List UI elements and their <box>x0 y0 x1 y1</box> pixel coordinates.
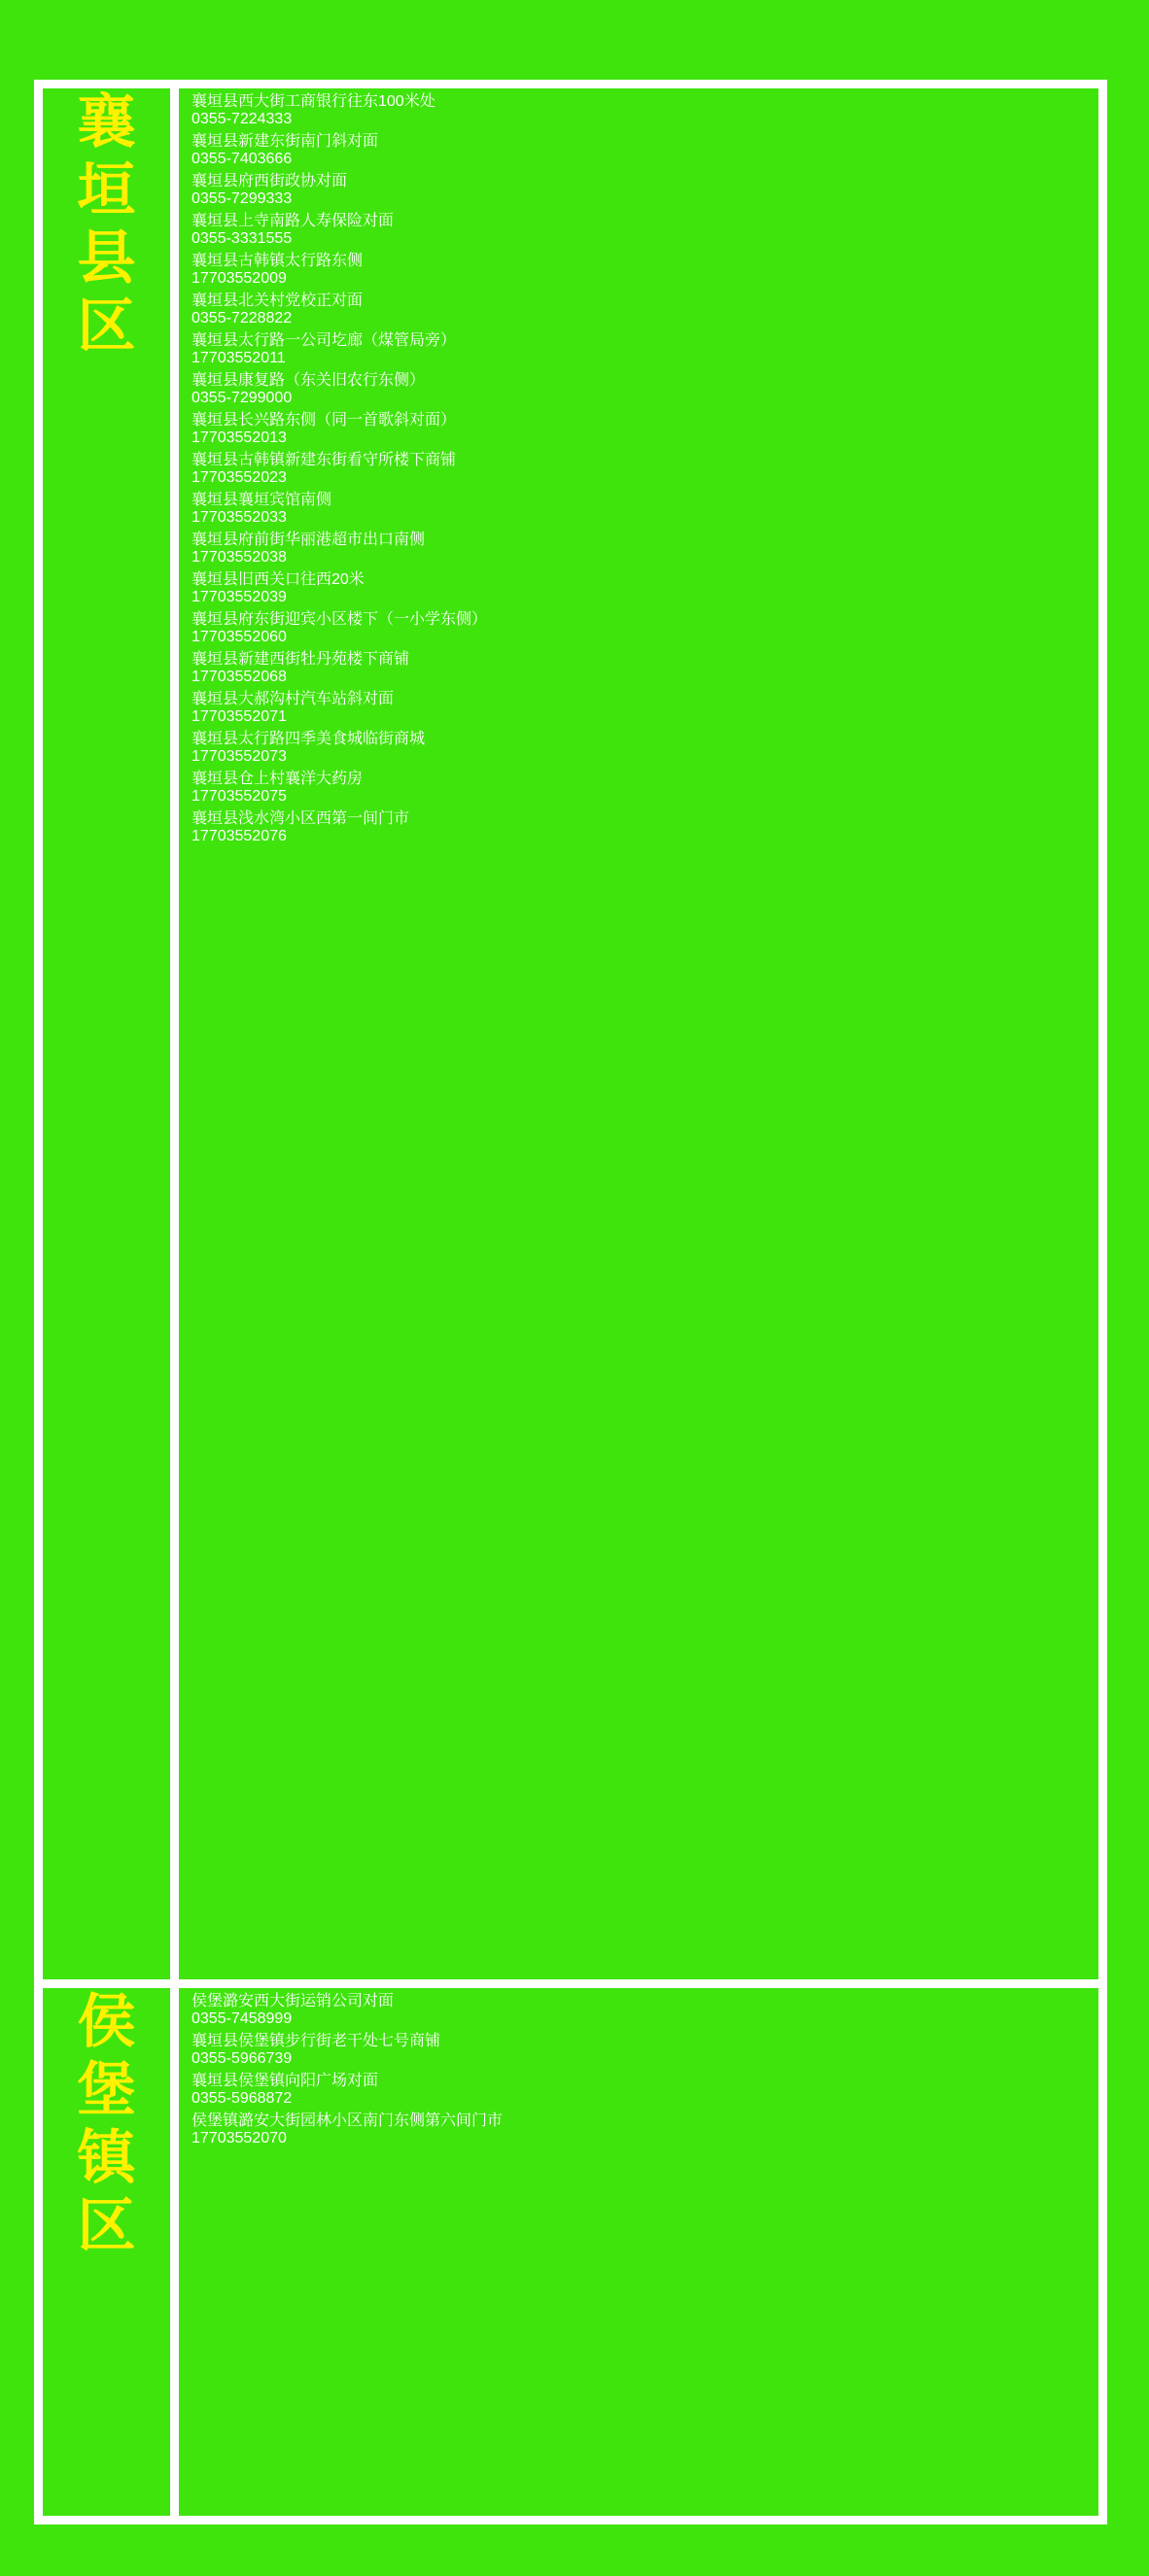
section-entries <box>179 1988 1098 2516</box>
entry-address: 襄垣县新建东街南门斜对面 <box>192 133 379 150</box>
entry-phone: 17703552038 <box>192 549 287 566</box>
section-label-char: 区 <box>77 2193 136 2258</box>
entry-phone: 17703552011 <box>192 350 286 366</box>
entry-phone: 17703552070 <box>192 2130 287 2147</box>
directory-entry <box>192 208 1098 248</box>
section-label-char: 堡 <box>77 2057 136 2122</box>
directory-entry <box>192 567 1098 606</box>
entry-address: 襄垣县康复路（东关旧农行东侧） <box>192 372 426 389</box>
entry-address: 襄垣县浅水湾小区西第一间门市 <box>192 810 410 827</box>
directory-entry <box>192 128 1098 168</box>
directory-entry <box>192 327 1098 367</box>
entry-address: 襄垣县太行路四季美食城临街商城 <box>192 731 426 747</box>
section-label-char: 襄 <box>77 89 136 155</box>
entry-phone: 17703552013 <box>192 429 287 446</box>
directory-entry <box>192 766 1098 806</box>
entry-phone: 0355-7228822 <box>192 310 293 326</box>
entry-address: 襄垣县北关村党校正对面 <box>192 292 364 309</box>
directory-table <box>34 80 1107 2524</box>
entry-phone: 17703552060 <box>192 629 287 645</box>
entry-phone: 17703552075 <box>192 788 287 805</box>
directory-entry <box>192 407 1098 447</box>
directory-entry <box>192 367 1098 407</box>
entry-phone: 0355-5968872 <box>192 2090 293 2107</box>
entry-address: 侯堡潞安西大街运销公司对面 <box>192 1993 395 2009</box>
entry-phone: 17703552068 <box>192 669 287 685</box>
section-entries <box>179 88 1098 1979</box>
directory-entry <box>192 646 1098 686</box>
entry-address: 襄垣县侯堡镇向阳广场对面 <box>192 2073 379 2089</box>
entry-address: 襄垣县府前街华丽港超市出口南侧 <box>192 532 426 548</box>
section-label-char: 侯 <box>77 1989 136 2054</box>
entry-address: 襄垣县府东街迎宾小区楼下（一小学东侧） <box>192 611 488 628</box>
entry-address: 襄垣县长兴路东侧（同一首歌斜对面） <box>192 412 457 429</box>
entry-phone: 17703552039 <box>192 589 287 605</box>
section-label-char: 垣 <box>77 157 136 223</box>
section-label-char: 区 <box>77 293 136 359</box>
directory-entry <box>192 527 1098 567</box>
directory-entry <box>192 288 1098 327</box>
entry-address: 襄垣县旧西关口往西20米 <box>192 571 365 588</box>
directory-entry <box>192 686 1098 726</box>
entry-phone: 0355-7299000 <box>192 390 293 406</box>
entry-phone: 17703552071 <box>192 708 287 725</box>
section-label-char: 县 <box>77 225 136 291</box>
entry-address: 襄垣县侯堡镇步行街老干处七号商铺 <box>192 2033 441 2049</box>
directory-entry <box>192 487 1098 527</box>
entry-address: 襄垣县襄垣宾馆南侧 <box>192 492 332 508</box>
directory-entry <box>192 248 1098 288</box>
directory-entry <box>192 88 1098 128</box>
directory-entry <box>192 2108 1098 2147</box>
section-label-1 <box>43 1988 170 2516</box>
entry-phone: 0355-7299333 <box>192 190 293 207</box>
entry-phone: 0355-7403666 <box>192 151 293 167</box>
section-label-0 <box>43 88 170 1979</box>
directory-entry <box>192 2068 1098 2108</box>
entry-address: 襄垣县大郝沟村汽车站斜对面 <box>192 691 395 707</box>
entry-address: 襄垣县府西街政协对面 <box>192 173 348 189</box>
entry-phone: 17703552023 <box>192 469 287 486</box>
entry-address: 襄垣县仓上村襄洋大药房 <box>192 771 364 787</box>
directory-entry <box>192 726 1098 766</box>
entry-address: 襄垣县西大街工商银行往东100米处 <box>192 93 435 110</box>
entry-phone: 17703552009 <box>192 270 287 287</box>
entry-phone: 0355-7224333 <box>192 111 293 127</box>
entry-phone: 17703552073 <box>192 748 287 765</box>
directory-entry <box>192 1988 1098 2028</box>
entry-phone: 0355-3331555 <box>192 230 293 247</box>
section-label-char: 镇 <box>77 2125 136 2190</box>
entry-phone: 17703552076 <box>192 828 287 844</box>
directory-entry <box>192 2028 1098 2068</box>
entry-address: 襄垣县古韩镇太行路东侧 <box>192 253 364 269</box>
directory-entry <box>192 806 1098 845</box>
entry-address: 襄垣县古韩镇新建东街看守所楼下商铺 <box>192 452 457 468</box>
entry-phone: 0355-7458999 <box>192 2010 293 2027</box>
entry-address: 侯堡镇潞安大街园林小区南门东侧第六间门市 <box>192 2112 504 2129</box>
entry-address: 襄垣县太行路一公司圪廊（煤管局旁） <box>192 332 457 349</box>
directory-entry <box>192 447 1098 487</box>
entry-address: 襄垣县新建西街牡丹苑楼下商铺 <box>192 651 410 668</box>
directory-entry <box>192 606 1098 646</box>
entry-phone: 0355-5966739 <box>192 2050 293 2067</box>
entry-address: 襄垣县上寺南路人寿保险对面 <box>192 213 395 229</box>
directory-entry <box>192 168 1098 208</box>
entry-phone: 17703552033 <box>192 509 287 526</box>
